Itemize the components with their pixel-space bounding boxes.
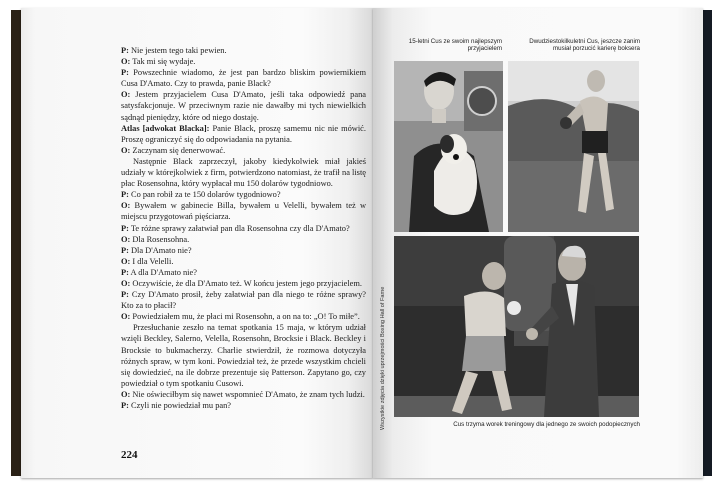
text-paragraph xyxy=(121,234,366,245)
paragraph-text: Zaczynam się denerwować. xyxy=(130,145,226,155)
speaker-label: O: xyxy=(121,389,131,399)
speaker-label: O: xyxy=(121,278,131,288)
paragraph-text: Tak mi się wydaje. xyxy=(130,57,196,67)
paragraph-text: Bywałem w gabinecie Billa, bywałem u Velelli, bywałem też w miejscu przygotowań pięściarza. xyxy=(121,201,366,222)
speaker-label: P: xyxy=(121,46,129,55)
paragraph-text: Dla Rosensohna. xyxy=(130,234,190,244)
text-paragraph xyxy=(121,245,366,256)
paragraph-text: Panie Black, proszę samemu nic nie mówić. Proszę ograniczyć się do odpowiadania na pytania. xyxy=(121,123,366,144)
speaker-label: O: xyxy=(121,145,131,155)
text-paragraph xyxy=(121,267,366,278)
paragraph-text: Czyli nie powiedział mu pan? xyxy=(128,401,232,410)
text-paragraph xyxy=(121,200,366,222)
photo-credit: Wszystkie zdjęcia dzięki uprzejmości Boxing Hall of Fame xyxy=(380,286,386,430)
paragraph-text: A dla D'Amato nie? xyxy=(128,267,197,277)
paragraph-text: Nie jestem tego taki pewien. xyxy=(128,46,227,55)
caption-heavy-bag: Cus trzyma worek treningowy dla jednego ze swoich podopiecznych xyxy=(453,421,640,428)
page-number: 224 xyxy=(121,449,138,461)
paragraph-text: Co pan robił za te 150 dolarów tygodniowo? xyxy=(128,190,281,200)
text-paragraph xyxy=(121,56,366,67)
speaker-label: P: xyxy=(121,290,129,300)
speaker-label: Atlas [adwokat Blacka]: xyxy=(121,123,210,133)
text-paragraph xyxy=(121,156,366,189)
text-paragraph xyxy=(121,89,366,122)
text-paragraph xyxy=(121,322,366,389)
speaker-label: P: xyxy=(121,401,129,410)
speaker-label: P: xyxy=(121,190,129,200)
paragraph-text: Te różne sprawy załatwiał pan dla Rosensohna czy dla D'Amato? xyxy=(128,223,350,233)
speaker-label: O: xyxy=(121,90,131,100)
speaker-label: P: xyxy=(121,223,129,233)
speaker-label: P: xyxy=(121,267,129,277)
text-paragraph xyxy=(121,45,366,56)
text-paragraph xyxy=(121,223,366,234)
text-paragraph xyxy=(121,256,366,267)
speaker-label: O: xyxy=(121,57,131,67)
photo-boy-with-dog xyxy=(394,61,503,232)
paragraph-text: Czy D'Amato prosił, żeby załatwiał pan dla niego te różne sprawy? Kto za to płacił? xyxy=(121,290,366,311)
text-paragraph xyxy=(121,389,366,400)
paragraph-text: Oczywiście, że dla D'Amato też. W końcu jestem jego przyjacielem. xyxy=(130,278,362,288)
text-paragraph xyxy=(121,189,366,200)
paragraph-text: Następnie Black zaprzeczył, jakoby kiedykolwiek miał jakieś udziały w którejkolwiek z firm, potwierdzono natomiast, że trafił na listę płac Rosensohna, który wypłacał mu 150 dolarów tygodniowo. xyxy=(121,156,366,189)
paragraph-text: Powiedziałem mu, że płaci mi Rosensohn, a on na to: „O! To miłe”. xyxy=(130,312,360,322)
speaker-label: P: xyxy=(121,68,129,78)
paragraph-text: I dla Velelli. xyxy=(130,256,174,266)
caption-young-cus-with-dog: 15-letni Cus ze swoim najlepszym przyjacielem xyxy=(408,38,502,53)
speaker-label: O: xyxy=(121,201,131,211)
text-paragraph xyxy=(121,311,366,322)
speaker-label: O: xyxy=(121,234,131,244)
paragraph-text: Przesłuchanie zeszło na temat spotkania 15 maja, w którym udział wzięli Beckley, Salerno, Velella, Rosensohn, Brocksie i Black. Beckley i Brocksie to bukmacherzy. Charlie stwierdził, że rozmowa dotyczyła różnych spraw, w tym koni. Powiedział też, że przede wszystkim chcieli się dowiedzieć, na ile dobrze prezentuje się Patterson. Zapytano go, czy powiedział o tym spotkaniu Cusowi. xyxy=(121,323,366,388)
speaker-label: O: xyxy=(121,256,131,266)
text-paragraph xyxy=(121,67,366,89)
speaker-label: O: xyxy=(121,312,131,322)
text-paragraph xyxy=(121,400,366,411)
interrogation-text xyxy=(121,45,366,411)
paragraph-text: Dla D'Amato nie? xyxy=(128,245,192,255)
paragraph-text: Jestem przyjacielem Cusa D'Amato, jeśli taka odpowiedź pana satysfakcjonuje. W przeciwnym razie nie dawałby mi tych niewielkich sądnąd pieniędzy, które od niego dostaję. xyxy=(121,90,366,122)
photo-young-boxer xyxy=(508,61,639,232)
photo-cus-holding-heavy-bag xyxy=(394,236,639,417)
text-paragraph xyxy=(121,289,366,311)
text-paragraph xyxy=(121,145,366,156)
caption-cus-boxer: Dwudziestokilkuletni Cus, jeszcze zanim musiał porzucić karierę boksera xyxy=(529,38,640,53)
paragraph-text: Powszechnie wiadomo, że jest pan bardzo bliskim powiernikiem Cusa D'Amato. Czy to prawda, panie Black? xyxy=(121,68,366,89)
text-paragraph xyxy=(121,123,366,145)
speaker-label: P: xyxy=(121,245,129,255)
paragraph-text: Nie oświeciłbym się nawet wspomnieć D'Amato, że znam tych ludzi. xyxy=(130,389,365,399)
text-paragraph xyxy=(121,278,366,289)
left-page xyxy=(21,8,373,478)
